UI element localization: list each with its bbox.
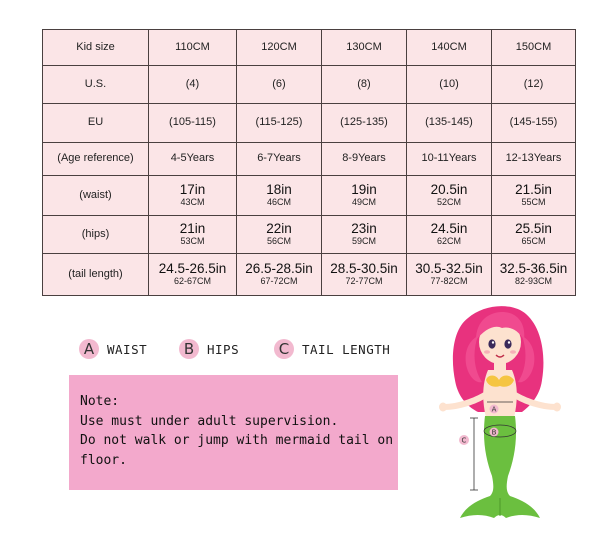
- row-label: (waist): [43, 176, 149, 216]
- table-cell: (135-145): [407, 104, 492, 143]
- table-cell: 120CM: [237, 30, 322, 66]
- note-line: Use must under adult supervision.: [80, 413, 339, 429]
- table-cell: [149, 176, 237, 216]
- value-cm: 72-77CM: [345, 276, 383, 287]
- table-cell: 140CM: [407, 30, 492, 66]
- table-cell: (115-125): [237, 104, 322, 143]
- table-cell: [237, 176, 322, 216]
- hips-marker-b-label: B: [491, 428, 497, 437]
- table-cell: [492, 176, 576, 216]
- table-cell: [237, 216, 322, 254]
- right-hand: [553, 403, 561, 412]
- table-cell: (12): [492, 66, 576, 104]
- table-row: [43, 176, 576, 216]
- table-cell: [322, 216, 407, 254]
- value-inches: 20.5in: [430, 182, 468, 198]
- value-cm: 82-93CM: [514, 276, 552, 287]
- value-inches: 22in: [266, 221, 292, 237]
- value-cm: 52CM: [436, 197, 461, 208]
- table-cell: [407, 254, 492, 296]
- table-cell: (105-115): [149, 104, 237, 143]
- note-line: floor.: [80, 452, 127, 468]
- value-cm: 55CM: [521, 197, 546, 208]
- safety-note: [69, 375, 398, 490]
- row-label: (tail length): [43, 254, 149, 296]
- table-row: [43, 30, 576, 66]
- table-cell: (8): [322, 66, 407, 104]
- waist-marker-a-label: A: [491, 405, 497, 414]
- value-inches: 18in: [266, 182, 292, 198]
- table-cell: (10): [407, 66, 492, 104]
- value-cm: 53CM: [180, 236, 205, 247]
- value-cm: 67-72CM: [260, 276, 298, 287]
- value-cm: 62CM: [436, 236, 461, 247]
- table-cell: 4-5Years: [149, 143, 237, 176]
- table-cell: (125-135): [322, 104, 407, 143]
- value-inches: 17in: [179, 182, 206, 198]
- value-cm: 46CM: [266, 197, 291, 208]
- table-cell: [237, 254, 322, 296]
- row-label: EU: [43, 104, 149, 143]
- table-cell: 6-7Years: [237, 143, 322, 176]
- size-chart-table: [42, 29, 576, 296]
- value-inches: 21.5in: [515, 182, 552, 198]
- left-cheek: [484, 350, 490, 354]
- value-cm: 77-82CM: [430, 276, 468, 287]
- legend-label: WAIST: [107, 341, 148, 357]
- right-eye: [504, 339, 511, 348]
- value-cm: 62-67CM: [173, 276, 211, 287]
- value-cm: 65CM: [521, 236, 546, 247]
- table-cell: [492, 254, 576, 296]
- row-label: (Age reference): [43, 143, 149, 176]
- left-eye: [488, 339, 495, 348]
- table-cell: 8-9Years: [322, 143, 407, 176]
- table-cell: [322, 254, 407, 296]
- table-cell: [407, 216, 492, 254]
- value-inches: 24.5-26.5in: [158, 261, 227, 277]
- table-cell: [322, 176, 407, 216]
- table-row: [43, 143, 576, 176]
- value-cm: 43CM: [180, 197, 205, 208]
- legend-item-waist: [79, 337, 147, 361]
- table-cell: [149, 254, 237, 296]
- value-inches: 24.5in: [430, 221, 468, 237]
- left-hand: [439, 403, 447, 412]
- note-line: Note:: [80, 394, 120, 409]
- table-cell: (6): [237, 66, 322, 104]
- legend-badge-b: B: [179, 339, 199, 359]
- value-inches: 23in: [351, 221, 377, 237]
- left-eye-shine: [492, 341, 494, 343]
- note-line: Do not walk or jump with mermaid tail on: [80, 433, 394, 448]
- right-cheek: [510, 350, 516, 354]
- value-inches: 21in: [179, 221, 206, 237]
- right-eye-shine: [508, 341, 510, 343]
- value-inches: 28.5-30.5in: [330, 261, 398, 277]
- legend-label: HIPS: [207, 341, 240, 357]
- table-cell: [492, 216, 576, 254]
- row-label: (hips): [43, 216, 149, 254]
- table-cell: (145-155): [492, 104, 576, 143]
- legend-label: TAIL LENGTH: [302, 341, 391, 357]
- value-cm: 49CM: [351, 197, 376, 208]
- table-cell: (4): [149, 66, 237, 104]
- value-inches: 26.5-28.5in: [245, 261, 313, 277]
- tail-marker-c-label: C: [461, 436, 467, 445]
- table-row: [43, 104, 576, 143]
- table-cell: [407, 176, 492, 216]
- value-inches: 25.5in: [515, 221, 552, 237]
- table-cell: 130CM: [322, 30, 407, 66]
- table-row: [43, 254, 576, 296]
- legend-badge-a: A: [79, 339, 99, 359]
- table-cell: 10-11Years: [407, 143, 492, 176]
- value-inches: 30.5-32.5in: [415, 261, 483, 277]
- value-inches: 32.5-36.5in: [499, 261, 568, 277]
- value-cm: 56CM: [266, 236, 291, 247]
- table-cell: 110CM: [149, 30, 237, 66]
- table-row: [43, 216, 576, 254]
- table-cell: [149, 216, 237, 254]
- row-label: Kid size: [43, 30, 149, 66]
- row-label: U.S.: [43, 66, 149, 104]
- table-cell: 12-13Years: [492, 143, 576, 176]
- legend-item-tail-length: [274, 337, 390, 361]
- mermaid-illustration: [430, 300, 570, 530]
- value-cm: 59CM: [351, 236, 376, 247]
- value-inches: 19in: [351, 182, 377, 198]
- table-row: [43, 66, 576, 104]
- legend-item-hips: [179, 337, 239, 361]
- legend-badge-c: C: [274, 339, 294, 359]
- table-cell: 150CM: [492, 30, 576, 66]
